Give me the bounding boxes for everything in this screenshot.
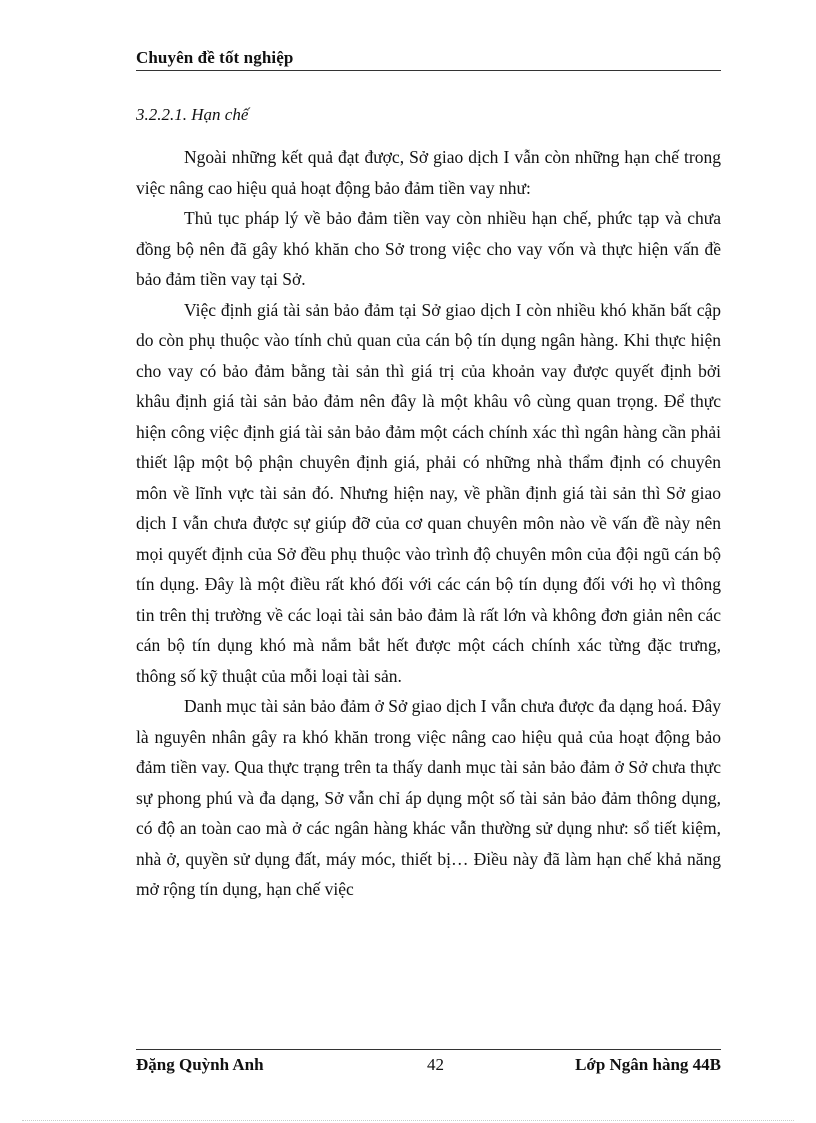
page-edge-divider <box>22 1120 794 1121</box>
section-heading: 3.2.2.1. Hạn chế <box>136 105 249 124</box>
paragraph: Ngoài những kết quả đạt được, Sở giao dịch I vẫn còn những hạn chế trong việc nâng cao hiệu quả hoạt động bảo đảm tiền vay như: <box>136 147 721 198</box>
footer-author: Đặng Quỳnh Anh <box>136 1055 264 1074</box>
paragraph: Việc định giá tài sản bảo đảm tại Sở giao dịch I còn nhiều khó khăn bất cập do còn phụ thuộc vào tính chủ quan của cán bộ tín dụng ngân hàng. Khi thực hiện cho vay có bảo đảm bằng tài sản thì giá trị của khoản vay được quyết định bởi khâu định giá tài sản bảo đảm nên đây là một khâu vô cùng quan trọng. Để thực hiện công việc định giá tài sản bảo đảm một cách chính xác thì ngân hàng cần phải thiết lập một bộ phận chuyên định giá, phải có những nhà thẩm định có chuyên môn về lĩnh vực tài sản đó. Nhưng hiện nay, về phần định giá tài sản thì Sở giao dịch I vẫn chưa được sự giúp đỡ của cơ quan chuyên môn nào về vấn đề này nên mọi quyết định của Sở đều phụ thuộc vào trình độ chuyên môn của đội ngũ cán bộ tín dụng. Đây là một điều rất khó đối với các cán bộ tín dụng đối với họ vì thông tin trên thị trường về các loại tài sản bảo đảm là rất lớn và không đơn giản nên các cán bộ tín dụng khó mà nắm bắt hết được một cách chính xác từng đặc trưng, thông số kỹ thuật của mỗi loại tài sản. <box>136 299 721 686</box>
footer-class-name: Lớp Ngân hàng 44B <box>575 1055 721 1074</box>
page-header <box>136 48 721 71</box>
document-title: Chuyên đề tốt nghiệp <box>136 48 294 67</box>
paragraph: Thủ tục pháp lý về bảo đảm tiền vay còn nhiều hạn chế, phức tạp và chưa đồng bộ nên đã gây khó khăn cho Sở trong việc cho vay vốn và thực hiện vấn đề bảo đảm tiền vay tại Sở. <box>136 208 721 289</box>
page-footer <box>136 1049 721 1075</box>
paragraph: Danh mục tài sản bảo đảm ở Sở giao dịch I vẫn chưa được đa dạng hoá. Đây là nguyên nhân gây ra khó khăn trong việc nâng cao hiệu quả của hoạt động bảo đảm tiền vay. Qua thực trạng trên ta thấy danh mục tài sản bảo đảm ở Sở chưa thực sự phong phú và đa dạng, Sở vẫn chỉ áp dụng một số tài sản bảo đảm thông dụng, có độ an toàn cao mà ở các ngân hàng khác vẫn thường sử dụng như: sổ tiết kiệm, nhà ở, quyền sử dụng đất, máy móc, thiết bị… Điều này đã làm hạn chế khả năng mở rộng tín dụng, hạn chế việc <box>136 696 721 899</box>
page-body <box>136 100 721 905</box>
page-number: 42 <box>427 1055 444 1074</box>
